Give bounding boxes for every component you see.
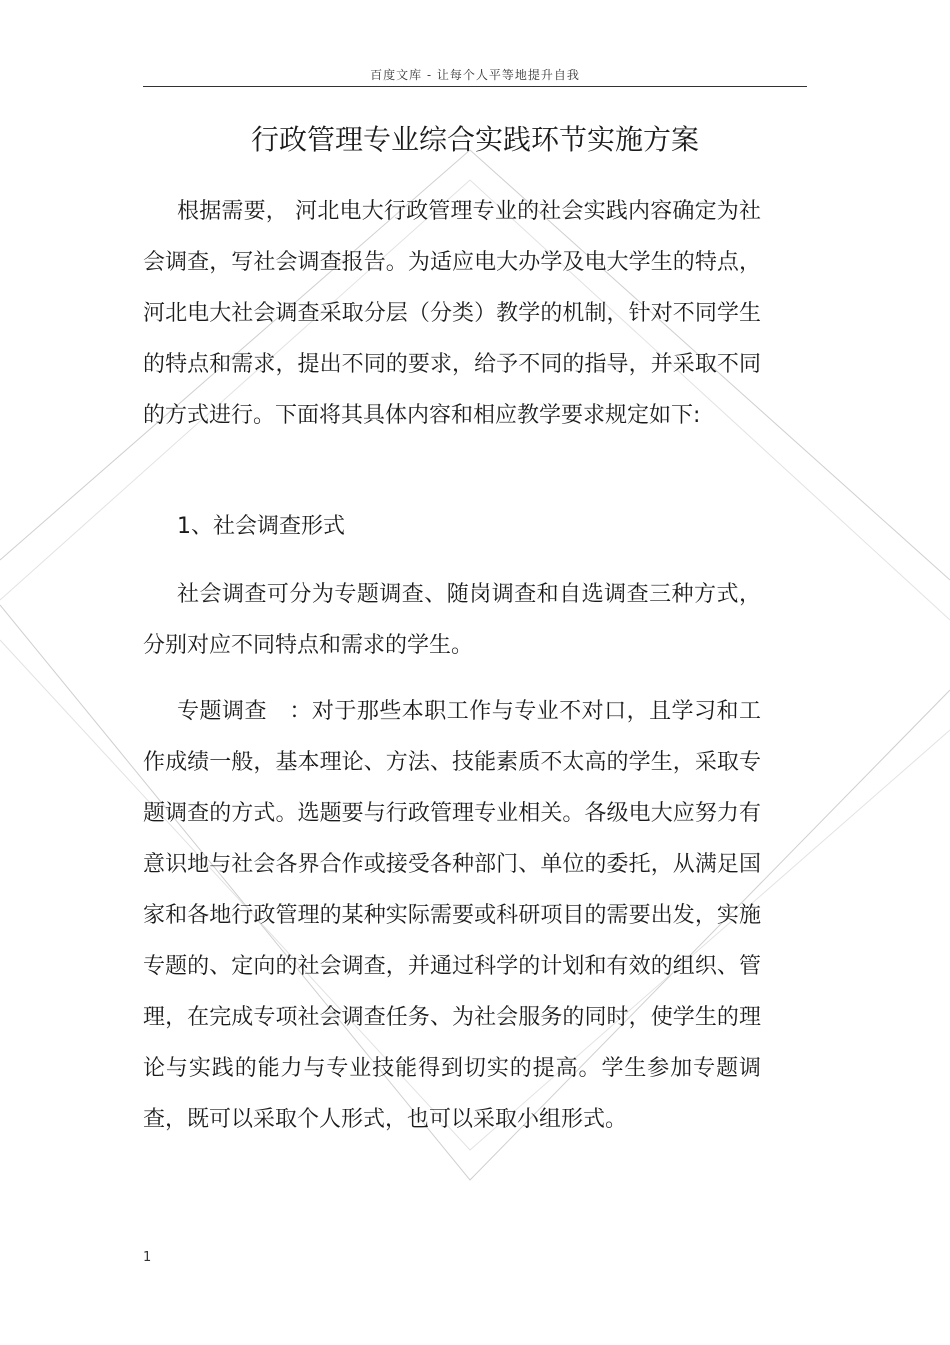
header-site: 百度文库 bbox=[370, 68, 423, 82]
header-slogan: 让每个人平等地提升自我 bbox=[436, 68, 580, 82]
header-rule bbox=[143, 86, 807, 87]
paragraph-special-survey: 专题调查 ：对于那些本职工作与专业不对口，且学习和工作成绩一般，基本理论、方法、技能素质不太高的学生，采取专题调查的方式。选题要与行政管理专业相关。各级电大应努力有意识地与社会各界合作或接受各种部门、单位的委托，从满足国家和各地行政管理的某种实际需要或科研项目的需要出发，实施专题的、定向的社会调查，并通过科学的计划和有效的组织、管理，在完成专项社会调查任务、为社会服务的同时，使学生的理论与实践的能力与专业技能得到切实的提高。学生参加专题调查，既可以采取个人形式，也可以采取小组形式。 bbox=[143, 699, 761, 1132]
header-separator: - bbox=[422, 68, 437, 82]
section-heading: 1、社会调查形式 bbox=[177, 514, 345, 539]
page-number: 1 bbox=[143, 1250, 152, 1265]
page-header bbox=[0, 66, 950, 83]
document-title: 行政管理专业综合实践环节实施方案 bbox=[250, 123, 699, 156]
paragraph-intro: 根据需要， 河北电大行政管理专业的社会实践内容确定为社会调查，写社会调查报告。为适应电大办学及电大学生的特点，河北电大社会调查采取分层（分类）教学的机制，针对不同学生的特点和需求，提出不同的要求，给予不同的指导，并采取不同的方式进行。下面将其具体内容和相应教学要求规定如下: bbox=[143, 199, 761, 428]
paragraph-forms: 社会调查可分为专题调查、随岗调查和自选调查三种方式，分别对应不同特点和需求的学生。 bbox=[143, 582, 761, 658]
